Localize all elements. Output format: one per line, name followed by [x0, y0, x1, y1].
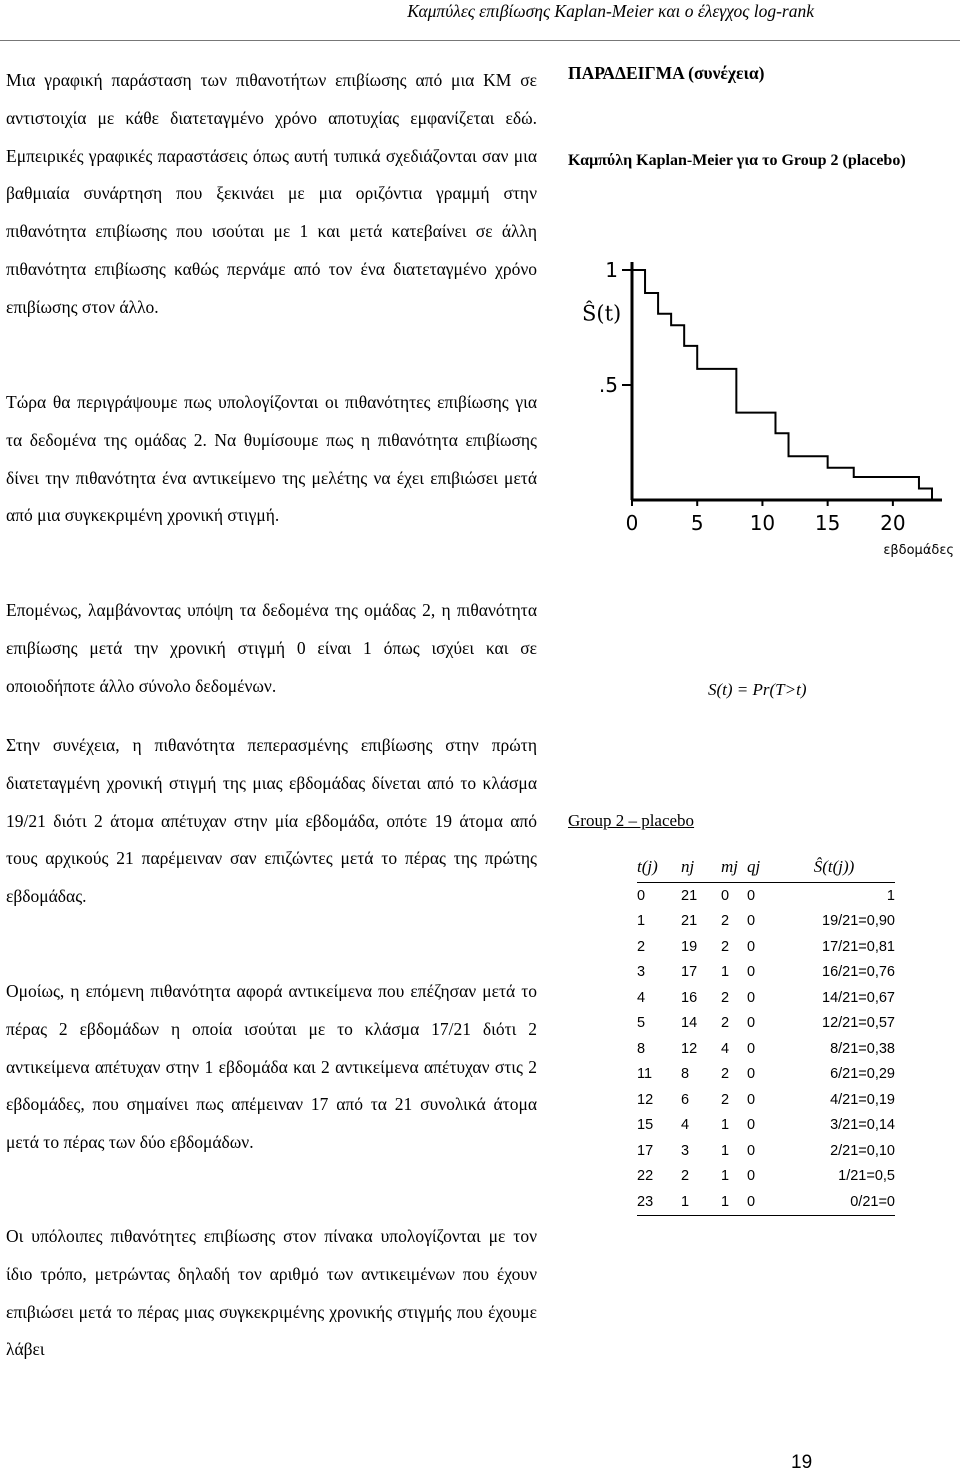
table-cell: 12/21=0,57 [822, 1015, 895, 1032]
table-cell: 0 [747, 1040, 756, 1057]
table-cell: 0 [747, 887, 756, 904]
table-cell: 2 [721, 1015, 730, 1032]
table-cell: 12 [681, 1040, 698, 1057]
table-cell: 2 [721, 1066, 730, 1083]
table-row [637, 909, 895, 935]
paragraph-first-week: Στην συνέχεια, η πιθανότητα πεπερασμένης επιβίωσης στην πρώτη διατεταγμένη χρονική στιγμή της μιας εβδομάδας δίνεται από το κλάσμα 19/21 διότι 2 άτομα απέτυχαν στην μία εβδομάδα, οπότε 19 άτομα από τους αρχικούς 21 παρέμειναν σαν επιζώντες μετά το πέρας της πρώτης εβδομάδας. [6, 735, 537, 907]
paragraph-second-week: Ομοίως, η επόμενη πιθανότητα αφορά αντικείμενα που επέζησαν μετά το πέρας 2 εβδομάδων η οποία ισούται με το κλάσμα 17/21 διότι 2 αντικείμενα απέτυχαν στην 1 εβδομάδα και 2 αντικείμενα απέτυχαν στις 2 εβδομάδες, που σημαίνει πως απέμειναν 17 από τα 21 συνολικά άτομα μετά το πέρας των δύο εβδομάδων. [6, 981, 537, 1153]
table-cell: 8 [681, 1066, 690, 1083]
table-cell: 0 [747, 964, 756, 981]
table-cell: 21 [681, 913, 698, 930]
table-cell: 0 [747, 1091, 756, 1108]
running-header: Καμπύλες επιβίωσης Kaplan-Meier και ο έλεγχος log-rank [407, 1, 814, 21]
table-cell: 21 [681, 887, 698, 904]
table-cell: 1 [721, 1142, 730, 1159]
table-cell: 23 [637, 1189, 681, 1215]
y-tick-label: 1 [605, 258, 618, 282]
table-cell: 6 [681, 1091, 690, 1108]
table-cell: 0 [747, 1117, 756, 1134]
header-q: qj [747, 852, 773, 883]
table-row [637, 1164, 895, 1190]
page-number: 19 [791, 1452, 813, 1473]
table-cell: 0/21=0 [773, 1189, 895, 1215]
paragraph-time-zero: Επομένως, λαμβάνοντας υπόψη τα δεδομένα της ομάδας 2, η πιθανότητα επιβίωσης μετά την χρονική στιγμή 0 είναι 1 όπως ισχύει και σε οποιοδήποτε άλλο σύνολο δεδομένων. [6, 600, 537, 696]
kaplan-meier-chart [568, 230, 958, 565]
x-tick-label: 5 [690, 511, 704, 535]
table-cell: 5 [637, 1015, 646, 1032]
table-cell: 2/21=0,10 [830, 1142, 895, 1159]
table-cell: 1 [886, 887, 895, 904]
table-cell: 0 [747, 1142, 756, 1159]
table-cell: 4 [637, 989, 646, 1006]
x-tick-label: 10 [749, 511, 776, 535]
x-axis-label: εβδομάδες [883, 543, 954, 558]
table-row [637, 985, 895, 1011]
paragraph-km-plot: Μια γραφική παράσταση των πιθανοτήτων επιβίωσης από μια ΚΜ σε αντιστοιχία με κάθε διατεταγμένο χρόνο αποτυχίας εμφανίζεται εδώ. Εμπειρικές γραφικές παραστάσεις όπως αυτή τυπικά σχεδιάζονται σαν μια βαθμιαία συνάρτηση που ξεκινάει με μια οριζόντια γραμμή στην πιθανότητα επιβίωσης που ισούται με 1 και μετά κατεβαίνει σε άλλη πιθανότητα επιβίωσης καθώς περνάμε από τον ένα διατεταγμένο χρόνο επιβίωσης στον άλλο. [6, 70, 537, 317]
table-cell: 17 [681, 964, 698, 981]
table-cell: 2 [681, 1168, 690, 1185]
table-cell: 4 [681, 1117, 690, 1134]
table-cell: 2 [721, 989, 730, 1006]
survival-table [637, 852, 895, 1216]
table-cell: 3/21=0,14 [830, 1117, 895, 1134]
table-cell: 12 [637, 1091, 654, 1108]
table-row [637, 934, 895, 960]
table-cell: 17/21=0,81 [822, 938, 895, 955]
table-cell: 19/21=0,90 [822, 913, 895, 930]
table-row [637, 1189, 895, 1215]
table-cell: 0 [747, 1189, 773, 1215]
table-cell: 2 [637, 938, 646, 955]
table-cell: 3 [681, 1142, 690, 1159]
table-cell: 11 [637, 1066, 653, 1083]
table-cell: 0 [721, 887, 730, 904]
table-cell: 1/21=0,5 [838, 1168, 895, 1185]
table-cell: 0 [747, 938, 756, 955]
table-cell: 2 [721, 1091, 730, 1108]
table-cell: 8 [637, 1040, 646, 1057]
table-cell: 0 [747, 1168, 756, 1185]
header-m: mj [721, 852, 747, 883]
table-cell: 0 [747, 913, 756, 930]
table-row [637, 1138, 895, 1164]
example-title: ΠΑΡΑΔΕΙΓΜΑ (συνέχεια) [568, 63, 765, 83]
group-label: Group 2 – placebo [568, 811, 695, 830]
table-row [637, 1011, 895, 1037]
table-row [637, 1087, 895, 1113]
table-cell: 17 [637, 1142, 654, 1159]
y-tick-label: .5 [598, 373, 618, 397]
x-tick-label: 20 [880, 511, 906, 535]
table-cell: 19 [681, 938, 698, 955]
header-rule [0, 40, 960, 41]
table-cell: 1 [637, 913, 646, 930]
table-cell: 16 [681, 989, 698, 1006]
x-tick-label: 15 [814, 511, 841, 535]
table-row [637, 960, 895, 986]
table-cell: 1 [721, 1117, 730, 1134]
table-cell: 1 [721, 1189, 747, 1215]
header-n: nj [681, 852, 721, 883]
paragraph-remaining: Οι υπόλοιπες πιθανότητες επιβίωσης στον πίνακα υπολογίζονται με τον ίδιο τρόπο, μετρώντας δηλαδή τον αριθμό των αντικειμένων που έχουν επιβιώσει μετά το πέρας μιας συγκεκριμένης χρονικής στιγμής που έχουμε λάβει [6, 1226, 537, 1360]
table-row [637, 1062, 895, 1088]
y-axis-label: Ŝ(t) [582, 301, 622, 326]
table-row [637, 1036, 895, 1062]
header-t: t(j) [637, 852, 681, 883]
table-cell: 4/21=0,19 [830, 1091, 895, 1108]
table-cell: 8/21=0,38 [830, 1040, 895, 1057]
table-body [637, 883, 895, 1216]
table-cell: 22 [637, 1168, 654, 1185]
table-header-row [637, 852, 895, 883]
table-cell: 0 [637, 887, 646, 904]
x-tick-label: 0 [625, 511, 639, 535]
table-cell: 3 [637, 964, 646, 981]
table-cell: 15 [637, 1117, 654, 1134]
chart-caption: Καμπύλη Kaplan-Meier για το Group 2 (placebo) [568, 152, 906, 169]
table-cell: 0 [747, 1015, 756, 1032]
table-cell: 0 [747, 1066, 756, 1083]
table-cell: 4 [721, 1040, 730, 1057]
table-row [637, 883, 895, 909]
table-cell: 2 [721, 938, 730, 955]
paragraph-group2-intro: Τώρα θα περιγράψουμε πως υπολογίζονται οι πιθανότητες επιβίωσης για τα δεδομένα της ομάδας 2. Να θυμίσουμε πως η πιθανότητα επιβίωσης δίνει την πιθανότητα ένα αντικείμενο της μελέτης να έχει επιβιώσει μετά από μια συγκεκριμένη χρονική στιγμή. [6, 392, 537, 526]
survival-formula: S(t) = Pr(T>t) [708, 680, 807, 699]
table-cell: 0 [747, 989, 756, 1006]
table-row [637, 1113, 895, 1139]
table-cell: 16/21=0,76 [822, 964, 895, 981]
table-cell: 6/21=0,29 [830, 1066, 895, 1083]
table-cell: 14/21=0,67 [822, 989, 895, 1006]
table-cell: 2 [721, 913, 730, 930]
survival-step-line [632, 270, 932, 500]
table-cell: 1 [681, 1189, 721, 1215]
table-cell: 1 [721, 964, 730, 981]
table-cell: 14 [681, 1015, 698, 1032]
table-cell: 1 [721, 1168, 730, 1185]
header-s: Ŝ(t(j)) [773, 852, 895, 883]
